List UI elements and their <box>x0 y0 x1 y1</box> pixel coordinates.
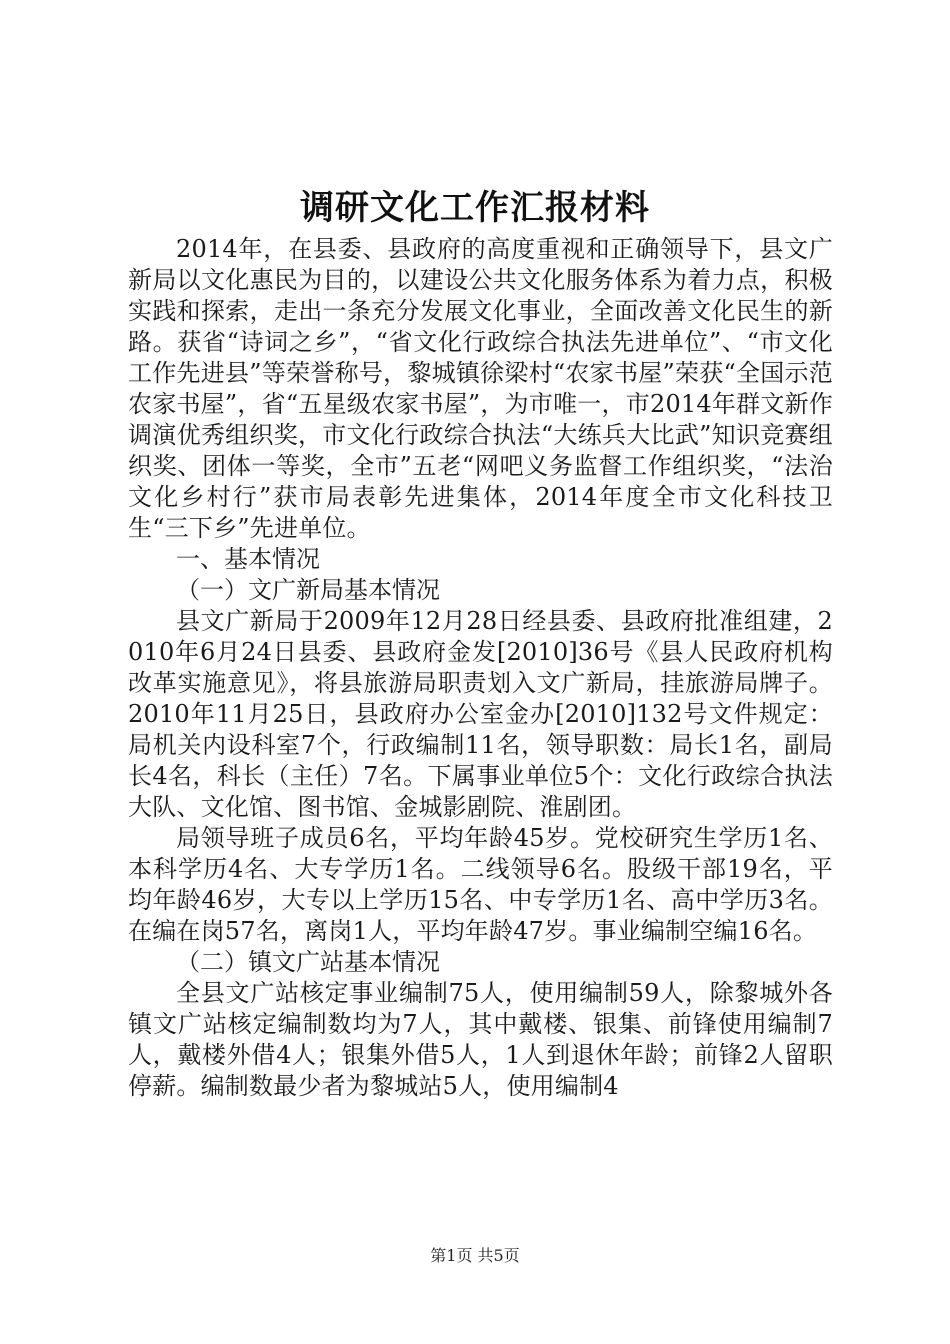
subsection-heading-bureau: （一）文广新局基本情况 <box>176 576 440 604</box>
bureau-staff-paragraph: 局领导班子成员6名，平均年龄45岁。党校研究生学历1名、本科学历4名、大专学历1名。二线领导6名。股级干部19名，平均年龄46岁，大专以上学历15名、中专学历1名、高中学历3名。在编在岗57名，离岗1人，平均年龄47岁。事业编制空编16名。 <box>128 824 833 945</box>
page-number-footer: 第1页 共5页 <box>430 1246 520 1265</box>
subsection-heading-town-stations: （二）镇文广站基本情况 <box>176 948 440 976</box>
bureau-establishment-paragraph: 县文广新局于2009年12月28日经县委、县政府批准组建，2010年6月24日县委、县政府金发[2010]36号《县人民政府机构改革实施意见》，将县旅游局职责划入文广新局，挂旅游局牌子。2010年11月25日，县政府办公室金办[2010]132号文件规定：局机关内设科室7个，行政编制11名，领导职数：局长1名，副局长4名，科长（主任）7名。下属事业单位5个：文化行政综合执法大队、文化馆、图书馆、金城影剧院、淮剧团。 <box>128 607 833 821</box>
intro-paragraph: 2014年，在县委、县政府的高度重视和正确领导下，县文广新局以文化惠民为目的，以建设公共文化服务体系为着力点，积极实践和探索，走出一条充分发展文化事业，全面改善文化民生的新路。获省“诗词之乡”，“省文化行政综合执法先进单位”、“市文化工作先进县”等荣誉称号，黎城镇徐梁村“农家书屋”荣获“全国示范农家书屋”，省“五星级农家书屋”，为市唯一，市2014年群文新作调演优秀组织奖，市文化行政综合执法“大练兵大比武”知识竞赛组织奖、团体一等奖，全市”五老“网吧义务监督工作组织奖，“法治文化乡村行”获市局表彰先进集体，2014年度全市文化科技卫生“三下乡”先进单位。 <box>128 235 833 542</box>
document-body <box>128 234 833 1102</box>
document-title: 调研文化工作汇报材料 <box>300 188 650 228</box>
section-heading-basic-situation: 一、基本情况 <box>176 545 320 573</box>
town-stations-paragraph: 全县文广站核定事业编制75人，使用编制59人，除黎城外各镇文广站核定编制数均为7人，其中戴楼、银集、前锋使用编制7人，戴楼外借4人；银集外借5人，1人到退休年龄；前锋2人留职停薪。编制数最少者为黎城站5人，使用编制4 <box>128 979 833 1100</box>
